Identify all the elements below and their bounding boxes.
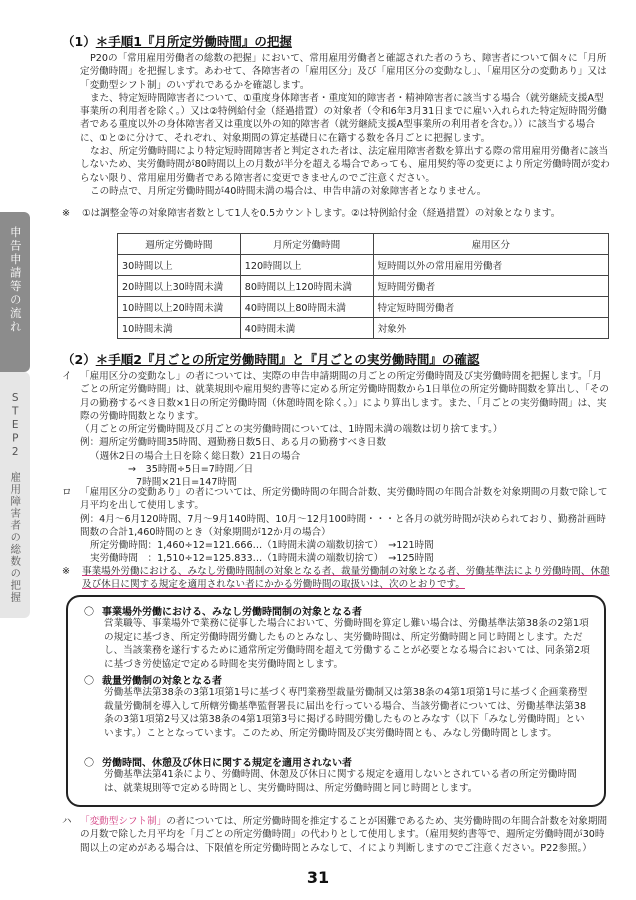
section1-body bbox=[80, 52, 610, 198]
example-line: 実労働時間 ：1,510÷12=125.833…（1時間未満の端数切捨て） →125時間 bbox=[90, 553, 434, 565]
section1-note: ※ ①は調整金等の対象障害者数として1人を0.5カウントします。②は特例給付金（経過措置）の対象となります。 bbox=[62, 208, 561, 219]
table-cell: 20時間以上30時間未満 bbox=[118, 276, 241, 297]
table-cell: 特定短時間労働者 bbox=[373, 297, 609, 318]
side-tab-label: STEP2 雇用障害者の総数の把握 bbox=[9, 392, 22, 604]
example-line: → 35時間÷5日=7時間／日 bbox=[128, 464, 254, 476]
paragraph: この時点で、月所定労働時間が40時間未満の場合は、申告申請の対象障害者となりません。 bbox=[90, 185, 487, 197]
box-item-body: 労働基準法第38条の3第1項第1号に基づく専門業務型裁量労働制又は第38条の4第1項第1号に基づく企画業務型裁量労働制を導入して所轄労働基準監督署長に届出を行っている場合、当該労働者については、労働基準法第38条の3第1項第2号又は第38条の4第1項第3号に掲げる時間労働したものとみなす（以下「みなし労働時間」といいます。）こととなっています。このため、所定労働時間及び実労働時間とも、みなし労働時間とします。 bbox=[104, 687, 588, 739]
example-line: 所定労働時間：1,460÷12=121.666…（1時間未満の端数切捨て） →121時間 bbox=[90, 540, 434, 552]
side-tab-label: 申告申請等の流れ bbox=[8, 226, 23, 334]
box-item-title: 〇 裁量労働制の対象となる者 bbox=[84, 676, 222, 687]
work-hours-rules-box bbox=[66, 595, 606, 807]
table-cell: 40時間以上80時間未満 bbox=[240, 297, 373, 318]
item-text: 「雇用区分の変動なし」の者については、実際の申告申請期間の月ごとの所定労働時間及び実労働時間を把握します。「月ごとの所定労働時間」は、就業規則や雇用契約書等に定める所定労働時間数から1日単位の所定労働時間数を算出し、「その月の勤務するべき日数×1日の所定労働時間（休憩時間を除く。）」により算出します。また、「月ごとの実労働時間」は、実際の労働時間数となります。 bbox=[80, 371, 609, 422]
table-cell: 80時間以上120時間未満 bbox=[240, 276, 373, 297]
paragraph: また、特定短時間障害者について、①重度身体障害者・重度知的障害者・精神障害者に該当する場合（就労継続支援A型事業所の利用者を除く。）又は②特例給付金（経過措置）の対象者（令和6年3月31日までに雇い入れられた特定短時間労働者である重度以外の身体障害者又は重度以外の知的障害者（就労継続支援A型事業所の利用者を含む。））に該当する場合に、①と②に分けて、それぞれ、対象期間の算定基礎日に在籍する数を各月ごとに把握します。 bbox=[80, 92, 607, 144]
table-row bbox=[118, 276, 609, 297]
example-line: 例：週所定労働時間35時間、週勤務日数5日、ある月の勤務すべき日数 bbox=[80, 437, 386, 449]
example-line: （週休2日の場合土日を除く総日数）21日の場合 bbox=[90, 450, 301, 462]
column-header: 週所定労働時間 bbox=[118, 234, 241, 255]
variable-shift-term: 「変動型シフト制」 bbox=[80, 816, 167, 827]
box-item-title: 〇 労働時間、休憩及び休日に関する規定を適用されない者 bbox=[84, 758, 352, 769]
table-cell: 40時間未満 bbox=[240, 318, 373, 339]
item-text: 「雇用区分の変動あり」の者については、所定労働時間の年間合計数、実労働時間の年間合計数を対象期間の月数で除して月平均を出して使用します。 bbox=[80, 487, 608, 512]
page-number: 31 bbox=[306, 868, 330, 887]
paragraph: なお、所定労働時間により特定短時間障害者と判定された者は、法定雇用障害者数を算出する際の常用雇用労働者に該当しないため、実労働時間が80時間以上の月数が半分を超える場合であっても、雇用契約等の変更により所定労働時間が変わらない限り、常用雇用労働者である障害者に変更できませんのでご注意ください。 bbox=[80, 146, 610, 184]
box-item-title: 〇 事業場外労働における、みなし労働時間制の対象となる者 bbox=[84, 607, 362, 618]
table-row bbox=[118, 297, 609, 318]
example-line: 例：4月～6月120時間、7月～9月140時間、10月～12月100時間・・・と各月の就労時間が決められており、勤務計画時間数の合計1,460時間のとき（対象期間が12か月の場合） bbox=[80, 513, 606, 538]
table-cell: 対象外 bbox=[373, 318, 609, 339]
table-row bbox=[118, 318, 609, 339]
table-cell: 10時間未満 bbox=[118, 318, 241, 339]
table-cell: 短時間以外の常用雇用労働者 bbox=[373, 255, 609, 276]
section2-heading: （2）＊手順2『月ごとの所定労働時間』と『月ごとの実労働時間』の確認 bbox=[62, 352, 480, 367]
item-text: 「変動型シフト制」の者については、所定労働時間を推定することが困難であるため、実労働時間の年間合計数を対象期間の月数で除した月平均を「月ごとの所定労働時間」の代わりとして使用します。（雇用契約書等で、週所定労働時間が30時間以上の定めがある場合は、下限値を所定労働時間とみなして、イにより判断しますのでご注意ください。P22参照。） bbox=[80, 816, 608, 854]
table-cell: 10時間以上20時間未満 bbox=[118, 297, 241, 318]
column-header: 月所定労働時間 bbox=[240, 234, 373, 255]
section1-heading: （1）＊手順1『月所定労働時間』の把握 bbox=[62, 34, 292, 49]
table-cell: 短時間労働者 bbox=[373, 276, 609, 297]
table-cell: 30時間以上 bbox=[118, 255, 241, 276]
box-item-body: 営業職等、事業場外で業務に従事した場合において、労働時間を算定し難い場合は、労働基準法第38条の2第1項の規定に基づき、所定労働時間労働したものとみなし、実労働時間は、所定労働時間と同じ時間とします。ただし、当該業務を遂行するために通常所定労働時間を超えて労働することが必要となる場合においては、同条第2項に基づき労使協定で定める時間を実労働時間とします。 bbox=[104, 618, 590, 670]
example-line: 7時間×21日=147時間 bbox=[136, 477, 237, 489]
side-tab-step2[interactable] bbox=[0, 372, 30, 618]
table-header-row bbox=[118, 234, 609, 255]
side-tab-application-flow[interactable] bbox=[0, 212, 30, 372]
box-item-body: 労働基準法第41条により、労働時間、休憩及び休日に関する規定を適用しないとされている者の所定労働時間は、就業規則等で定める時間とし、実労働時間は、所定労働時間と同じ時間とします。 bbox=[104, 769, 577, 794]
column-header: 雇用区分 bbox=[373, 234, 609, 255]
document-page: 申告申請等の流れ STEP2 雇用障害者の総数の把握 （1）＊手順1『月所定労働時間』の把握 P20の「常用雇用労働者の総数の把握」において、常用雇用労働者と確認された者のうち、障害者について個々に「月所定労働時間」を把握します。あわせて、各障害者の「雇用区分」及び「雇用区分の変動なし」、「雇用区分の変動あり」又は「変動型シフト制」のいずれであるかを確認します。 また、特定短時間障害者について、①重度身体障害者・重度知的障害者・精神障害者に該当する場合（就労継続支援A型事業所の利用者を除く。）又は②特例給付金（経過措置）の対象者（令和6年3月31日までに雇い入れられた特定短時間労働者である重度以外の身体障害者又は重度以外の知的障害者（就労継続支援A型事業所の利用者を含む。））に該当する場合に、①と②に分けて、それぞれ、対象期間の算定基礎日に在籍する数を各月ごとに把握します。 なお、所定労働時間により特定短時間障害者と判定された者は、法定雇用障害者数を算出する際の常用雇用労働者に該当しないため、実労働時間が80時間以上の月数が半分を超える場合であっても、雇用契約等の変更により所定労働時間が変わらない限り、常用雇用労働者である障害者に変更できませんのでご注意ください。 この時点で、月所定労働時間が40時間未満の場合は、申告申請の対象障害者となりません。 ※ ①は調整金等の対象障害者数として1人を0.5カウントします。②は特例給付金（経過措置）の対象となります。 週所定労働時間 月所定労働時間 雇用区分 30時間以上 120時間以上 短時間以外の常用雇用労働者 20時間以上30時間未満 80時間以上120時間未満 短時間労働者 10時間以上20時間未満 40時間以上80時間未満 特定短時間労働者 10時間未満 40時間未満 対象外 （2）＊手順2『月ごとの所定労働時間』と『月ごとの実労働時間』の確認 イ 「雇用区分の変動なし」の者については、実際の申告申請期間の月ごとの所定労働時間及び実労働時間を把握します。「月ごとの所定労働時間」は、就業規則や雇用契約書等に定める所定労働時間数から1日単位の所定労働時間数を算出し、「その月の勤務するべき日数×1日の所定労働時間（休憩時間を除く。）」により算出します。また、「月ごとの実労働時間」は、実際の労働時間数となります。 （月ごとの所定労働時間及び月ごとの実労働時間については、1時間未満の端数は切り捨てます。） 例：週所定労働時間35時間、週勤務日数5日、ある月の勤務すべき日数 （週休2日の場合土日を除く総日数）21日の場合 → 35時間÷5日=7時間／日 7時間×21日=147時間 ロ 「雇用区分の変動あり」の者については、所定労働時間の年間合計数、実労働時間の年間合計数を対象期間の月数で除して月平均を出して使用します。 例：4月～6月120時間、7月～9月140時間、10月～12月100時間・・・と各月の就労時間が決められており、勤務計画時間数の合計1,460時間のとき（対象期間が12か月の場合） 所定労働時間：1,460÷12=121.666…（1時間未満の端数切捨て） →121時間 実労働時間 ：1,510÷12=125.833…（1時間未満の端数切捨て） →125時間 ※ 事業場外労働における、みなし労働時間制の対象となる者、裁量労働制の対象となる者、労働基準法により労働時間、休憩及び休日に関する規定を適用されない者にかかる労働時間の取扱いは、次のとおりです。 〇 事業場外労働における、みなし労働時間制の対象となる者 営業職等、事業場外で業務に従事した場合において、労働時間を算定し難い場合は、労働基準法第38条の2第1項の規定に基づき、所定労働時間労働したものとみなし、実労働時間は、所定労働時間と同じ時間とします。ただし、当該業務を遂行するために通常所定労働時間を超えて労働することが必要となる場合においては、同条第2項に基づき労使協定で定める時間を実労働時間とします。 〇 裁量労働制の対象となる者 労働基準法第38条の3第1項第1号に基づく専門業務型裁量労働制又は第38条の4第1項第1号に基づく企画業務型裁量労働制を導入して所轄労働基準監督署長に届出を行っている場合、当該労働者については、労働基準法第38条の3第1項第2号又は第38条の4第1項第3号に掲げる時間労働したものとみなす（以下「みなし労働時間」といいます。）こととなっています。このため、所定労働時間及び実労働時間とも、みなし労働時間とします。 〇 労働時間、休憩及び休日に関する規定を適用されない者 労働基準法第41条により、労働時間、休憩及び休日に関する規定を適用しないとされている者の所定労働時間は、就業規則等で定める時間とし、実労働時間は、所定労働時間と同じ時間とします。 ハ 「変動型シフト制」の者については、所定労働時間を推定することが困難であるため、実労働時間の年間合計数を対象期間の月数で除した月平均を「月ごとの所定労働時間」の代わりとして使用します。（雇用契約書等で、週所定労働時間が30時間以上の定めがある場合は、下限値を所定労働時間とみなして、イにより判断しますのでご注意ください。P22参照。） 31 bbox=[0, 0, 636, 900]
paragraph: P20の「常用雇用労働者の総数の把握」において、常用雇用労働者と確認された者のうち、障害者について個々に「月所定労働時間」を把握します。あわせて、各障害者の「雇用区分」及び「雇用区分の変動なし」、「雇用区分の変動あり」又は「変動型シフト制」のいずれであるかを確認します。 bbox=[80, 53, 607, 91]
table-row bbox=[118, 255, 609, 276]
item-text: （月ごとの所定労働時間及び月ごとの実労働時間については、1時間未満の端数は切り捨てます。） bbox=[80, 424, 503, 436]
section2-note: ※ 事業場外労働における、みなし労働時間制の対象となる者、裁量労働制の対象となる者、労働基準法により労働時間、休憩及び休日に関する規定を適用されない者にかかる労働時間の取扱いは、次のとおりです。 bbox=[62, 566, 610, 591]
working-hours-table bbox=[117, 233, 609, 339]
table-cell: 120時間以上 bbox=[240, 255, 373, 276]
